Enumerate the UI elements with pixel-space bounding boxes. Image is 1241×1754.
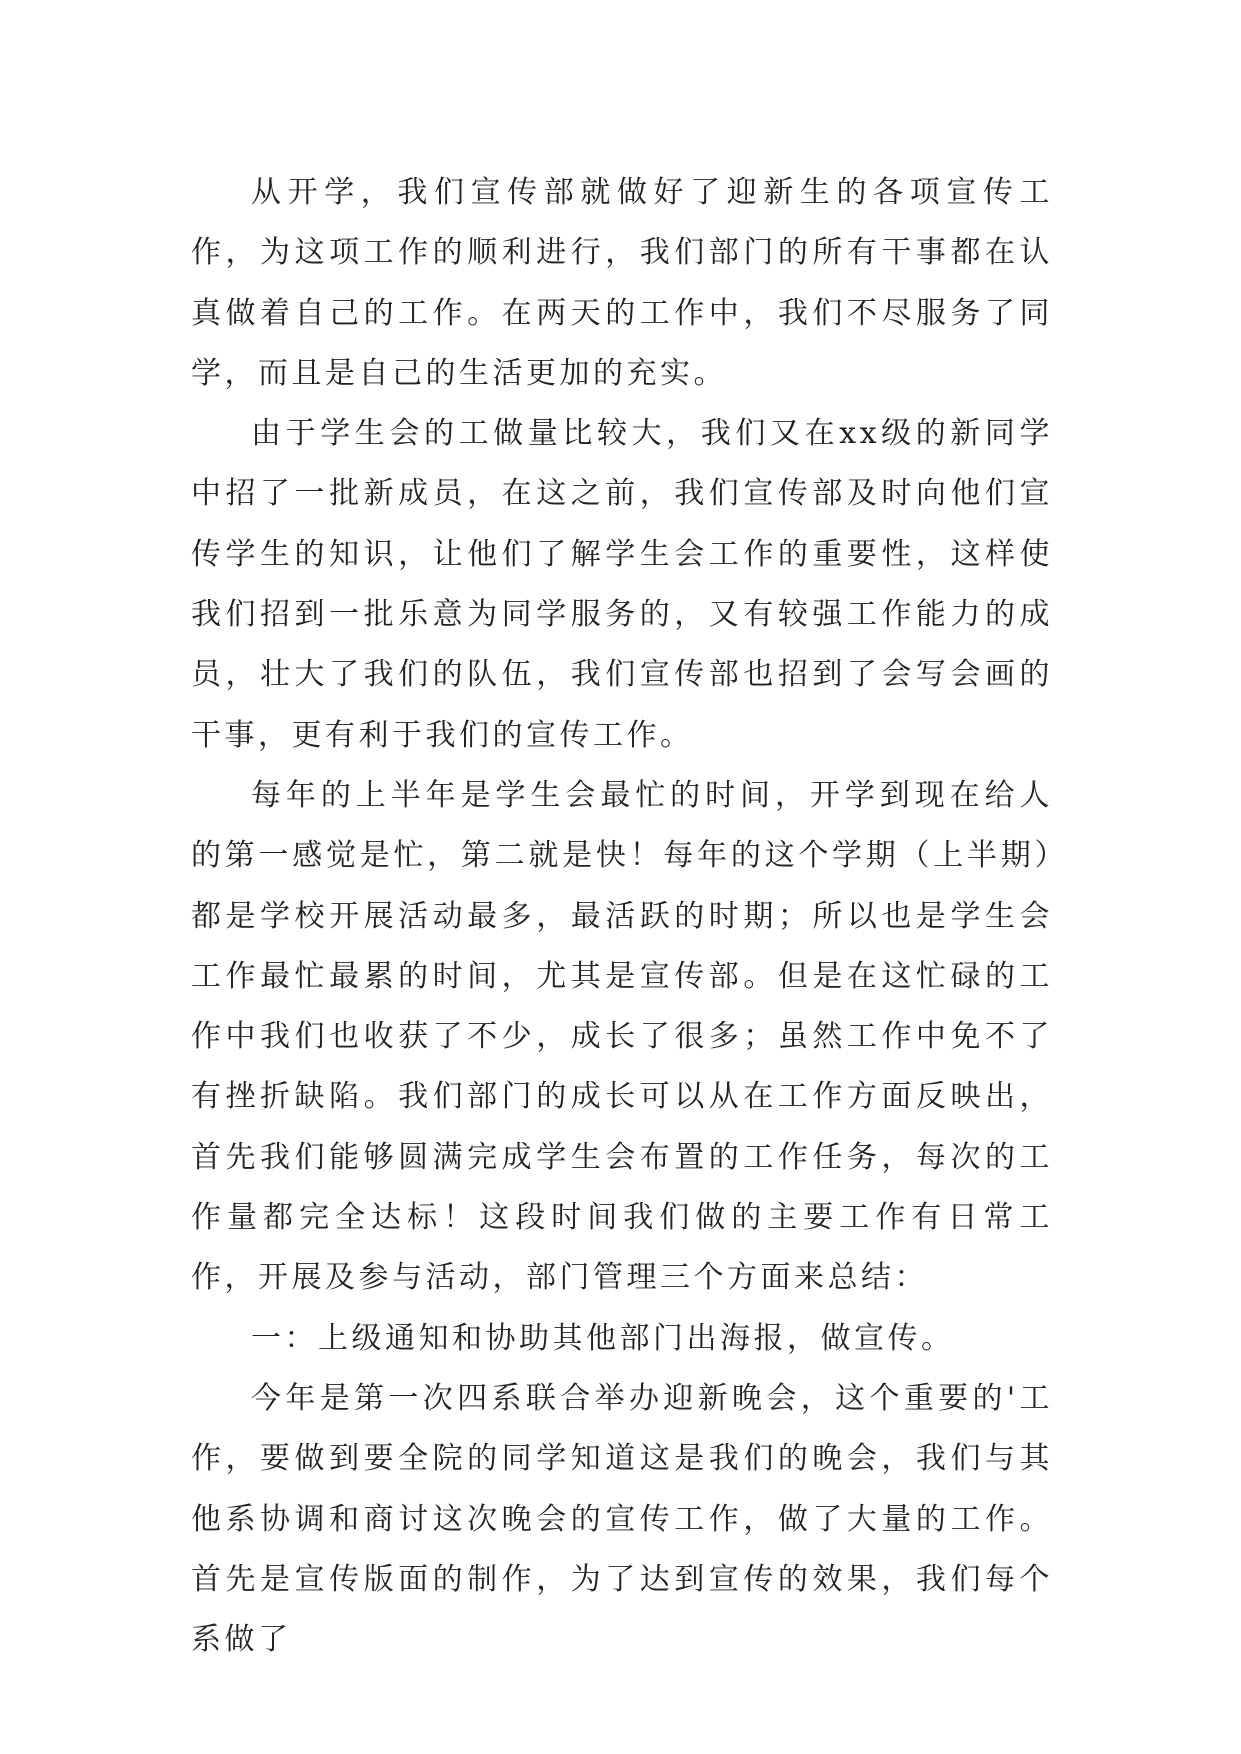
document-body	[191, 163, 1053, 1670]
paragraph-1: 从开学，我们宣传部就做好了迎新生的各项宣传工作，为这项工作的顺利进行，我们部门的所有干事都在认真做着自己的工作。在两天的工作中，我们不尽服务了同学，而且是自己的生活更加的充实。	[191, 175, 1053, 391]
paragraph-2: 由于学生会的工做量比较大，我们又在xx级的新同学中招了一批新成员，在这之前，我们宣传部及时向他们宣传学生的知识，让他们了解学生会工作的重要性，这样使我们招到一批乐意为同学服务的，又有较强工作能力的成员，壮大了我们的队伍，我们宣传部也招到了会写会画的干事，更有利于我们的宣传工作。	[191, 416, 1053, 753]
paragraph-4-heading: 一：上级通知和协助其他部门出海报，做宣传。	[251, 1320, 955, 1356]
paragraph-5: 今年是第一次四系联合举办迎新晚会，这个重要的'工作，要做到要全院的同学知道这是我们的晚会，我们与其他系协调和商讨这次晚会的宣传工作，做了大量的工作。首先是宣传版面的制作，为了达到宣传的效果，我们每个系做了	[191, 1380, 1053, 1658]
paragraph-3: 每年的上半年是学生会最忙的时间，开学到现在给人的第一感觉是忙，第二就是快！每年的这个学期（上半期）都是学校开展活动最多，最活跃的时期；所以也是学生会工作最忙最累的时间，尤其是宣传部。但是在这忙碌的工作中我们也收获了不少，成长了很多；虽然工作中免不了有挫折缺陷。我们部门的成长可以从在工作方面反映出，首先我们能够圆满完成学生会布置的工作任务，每次的工作量都完全达标！这段时间我们做的主要工作有日常工作，开展及参与活动，部门管理三个方面来总结：	[191, 777, 1053, 1296]
